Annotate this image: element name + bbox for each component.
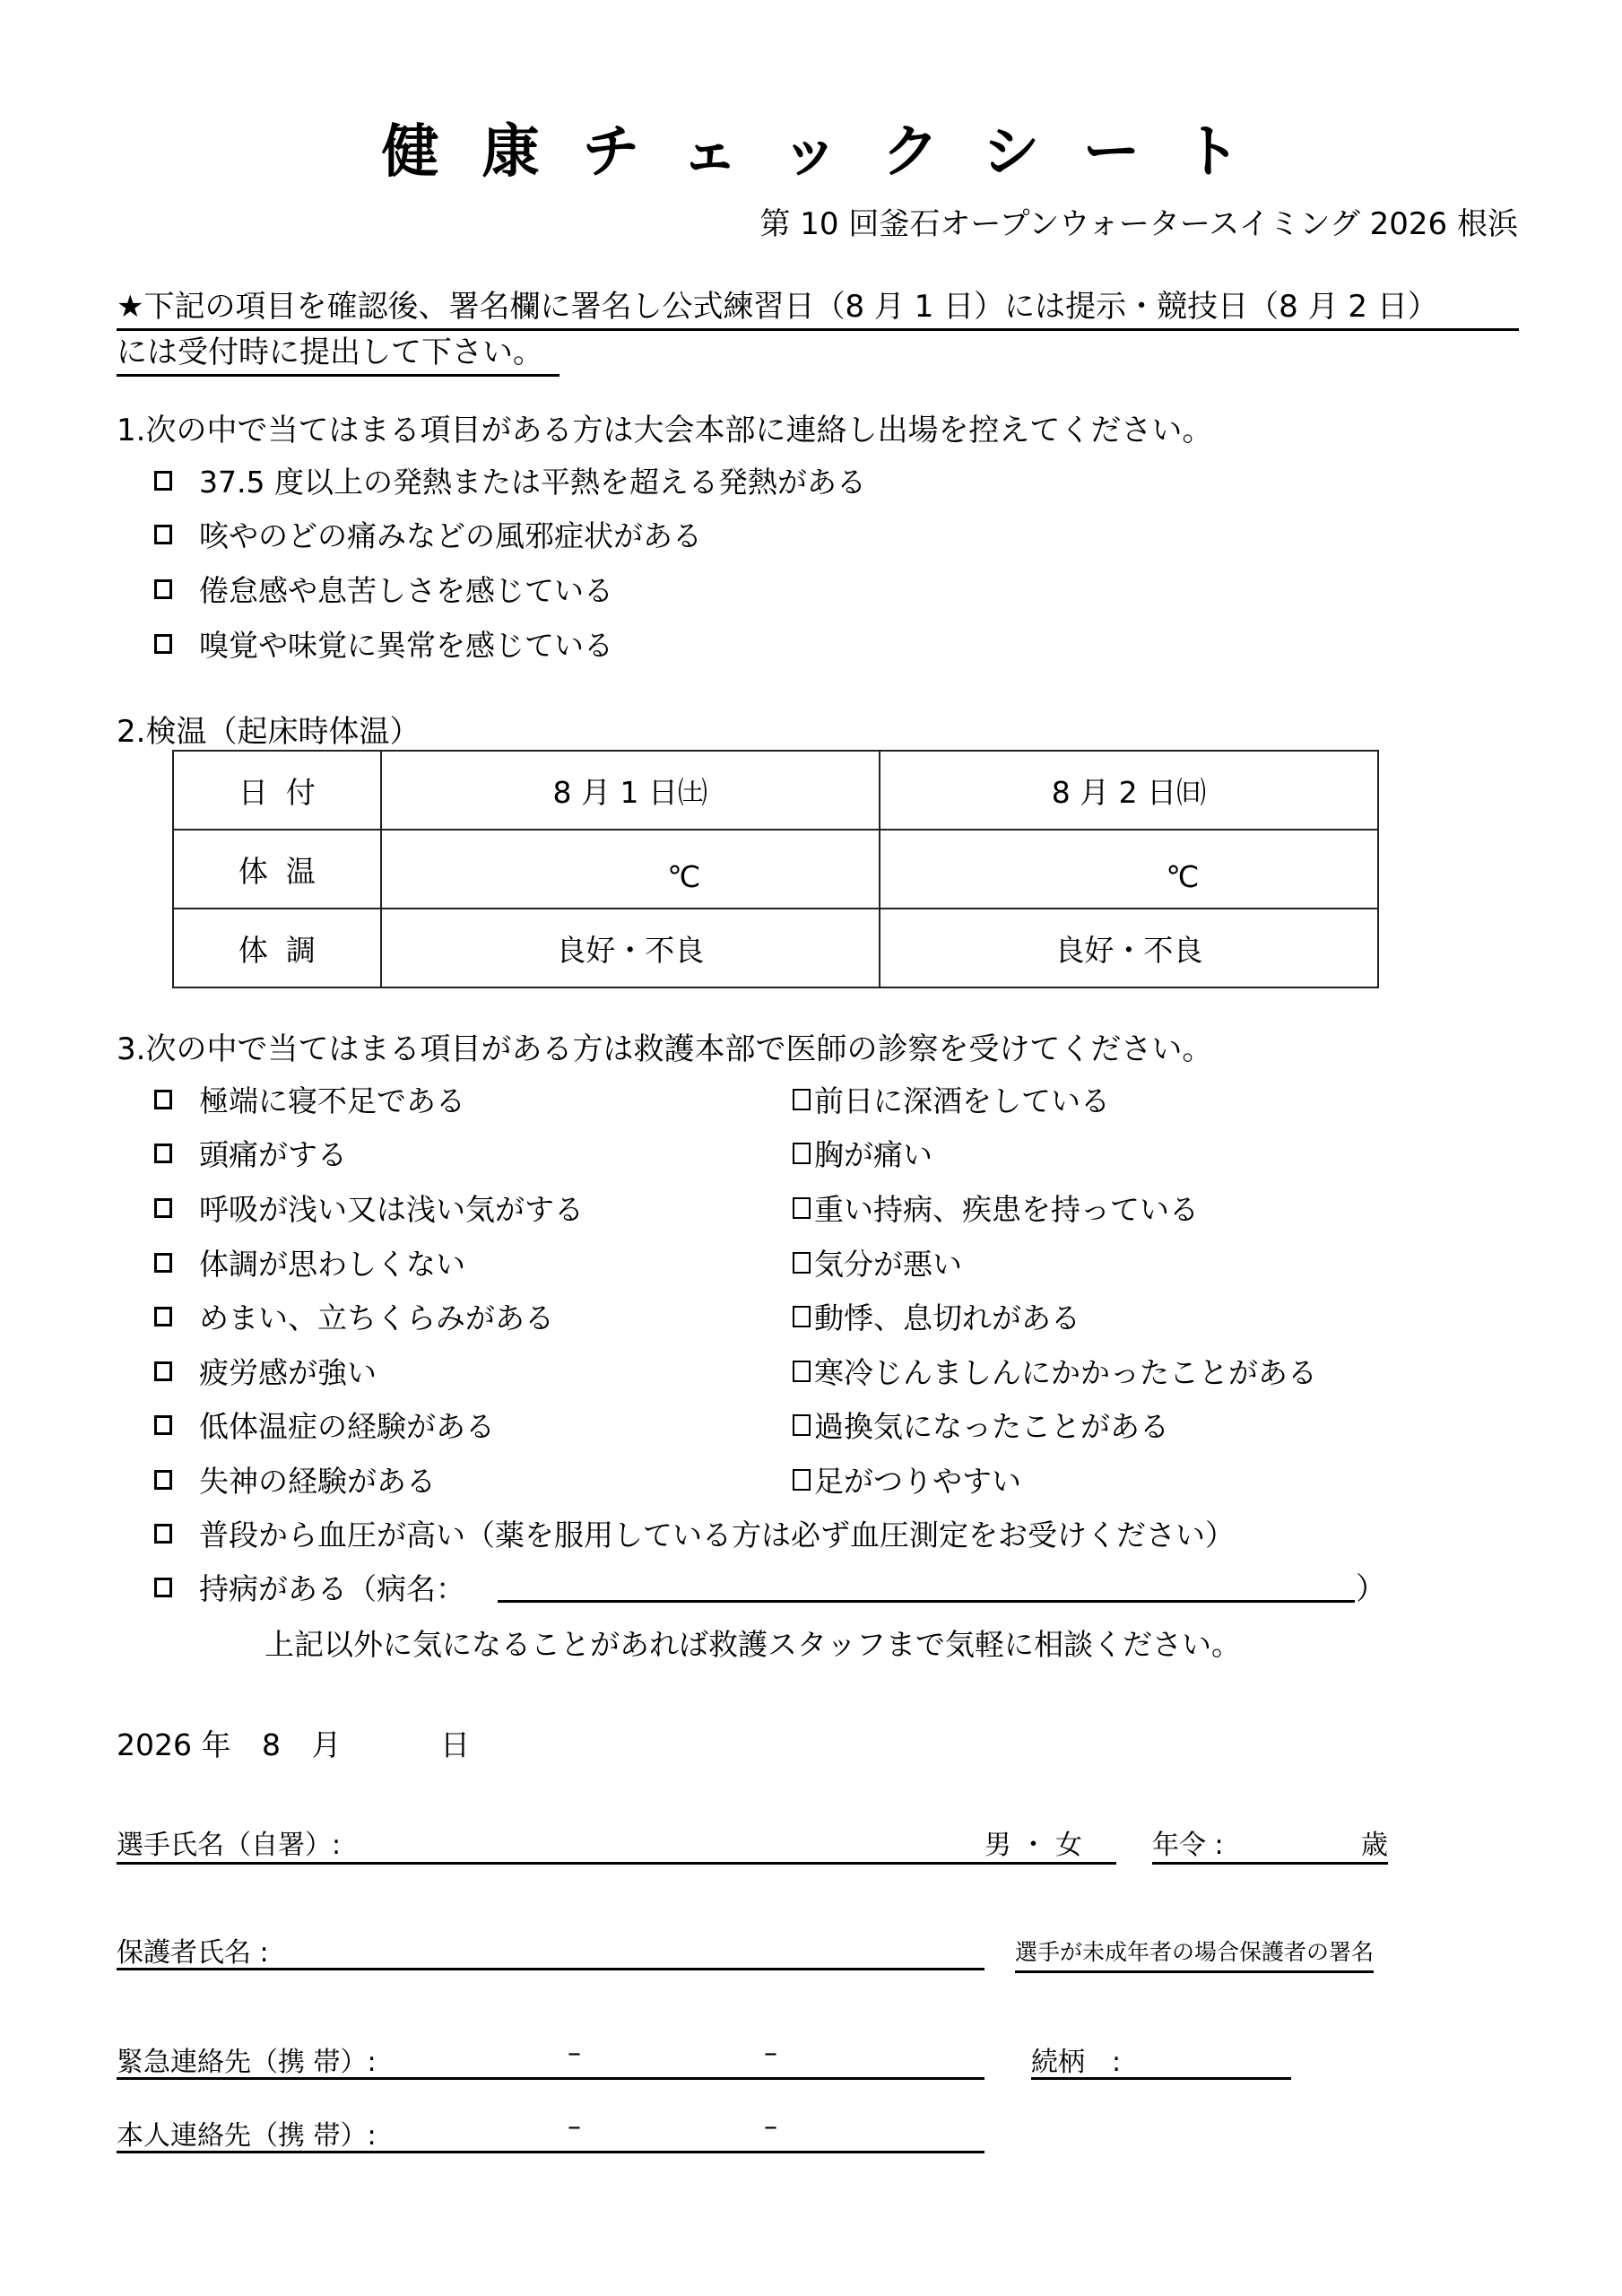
- section3-right-item[interactable]: 前日に深酒をしている: [793, 1078, 1110, 1120]
- section1-heading: 1.次の中で当てはまる項目がある方は大会本部に連絡し出場を控えてください。: [117, 413, 1213, 448]
- date-day2: 8 月 2 日㈰: [880, 751, 1378, 830]
- phone-separator: –: [568, 2038, 581, 2069]
- checkbox[interactable]: [793, 1306, 811, 1327]
- age-field[interactable]: [1152, 1822, 1388, 1865]
- section1-item[interactable]: 37.5 度以上の発熱または平熱を超える発熱がある: [154, 459, 866, 501]
- section1-item[interactable]: 倦怠感や息苦しさを感じている: [154, 568, 613, 610]
- age-unit: 歳: [1361, 1830, 1388, 1861]
- checkbox[interactable]: [154, 1090, 172, 1109]
- checkbox[interactable]: [793, 1361, 811, 1382]
- checkbox[interactable]: [154, 579, 172, 599]
- section3-left-item[interactable]: 疲労感が強い: [154, 1350, 377, 1392]
- phone-separator: –: [764, 2038, 777, 2069]
- checkbox[interactable]: [793, 1089, 811, 1110]
- checkbox[interactable]: [154, 1524, 172, 1544]
- disease-name-field[interactable]: [498, 1600, 1355, 1603]
- emergency-contact-field[interactable]: [117, 2039, 984, 2080]
- section3-right-item[interactable]: 足がつりやすい: [793, 1458, 1021, 1500]
- section3-item-chronic-disease[interactable]: 持病がある（病名：: [154, 1566, 465, 1608]
- checkbox[interactable]: [793, 1414, 811, 1436]
- notice-line-1: ★下記の項目を確認後、署名欄に署名し公式練習日（8 月 1 日）には提示・競技日（8 月 2 日）: [117, 285, 1519, 331]
- self-contact-label: 本人連絡先（携 帯）:: [117, 2120, 377, 2152]
- checkbox[interactable]: [154, 1307, 172, 1326]
- section3-right-item[interactable]: 気分が悪い: [793, 1241, 962, 1283]
- footer-note: 上記以外に気になることがあれば救護スタッフまで気軽に相談ください。: [265, 1627, 1241, 1662]
- guardian-name-label: 保護者氏名 :: [117, 1937, 269, 1969]
- month-value[interactable]: 8: [261, 1727, 281, 1762]
- self-contact-field[interactable]: [117, 2113, 984, 2153]
- guardian-note: 選手が未成年者の場合保護者の署名: [1015, 1935, 1374, 1973]
- row-label-temperature: 体温: [173, 830, 381, 909]
- checkbox[interactable]: [154, 471, 172, 491]
- phone-separator: –: [568, 2111, 581, 2143]
- relationship-field[interactable]: [1031, 2039, 1291, 2080]
- disease-close-paren: ）: [1356, 1571, 1386, 1607]
- temperature-table: [172, 750, 1379, 988]
- section3-left-item[interactable]: 体調が思わしくない: [154, 1241, 465, 1283]
- athlete-name-field[interactable]: [117, 1822, 1116, 1865]
- section3-left-item[interactable]: 頭痛がする: [154, 1132, 347, 1174]
- section3-heading: 3.次の中で当てはまる項目がある方は救護本部で医師の診察を受けてください。: [117, 1031, 1213, 1067]
- emergency-contact-label: 緊急連絡先（携 帯）:: [117, 2047, 377, 2078]
- checkbox[interactable]: [154, 1415, 172, 1435]
- temperature-day2-field[interactable]: [880, 830, 1378, 909]
- section1-item[interactable]: 嗅覚や味覚に異常を感じている: [154, 622, 613, 665]
- checkbox[interactable]: [154, 634, 172, 654]
- relationship-label: 続柄 :: [1031, 2047, 1122, 2078]
- section2-heading: 2.検温（起床時体温）: [117, 714, 421, 750]
- section1-item[interactable]: 咳やのどの痛みなどの風邪症状がある: [154, 513, 702, 555]
- table-row-date: [173, 751, 1378, 830]
- section3-left-item[interactable]: 失神の経験がある: [154, 1458, 436, 1500]
- table-row-temperature: [173, 830, 1378, 909]
- checkbox[interactable]: [793, 1252, 811, 1274]
- notice-line-2: には受付時に提出して下さい。: [117, 331, 559, 377]
- checkbox[interactable]: [793, 1143, 811, 1164]
- year: 2026 年: [117, 1727, 231, 1762]
- section3-item-blood-pressure[interactable]: 普段から血圧が高い（薬を服用している方は必ず血圧測定をお受けください）: [154, 1512, 1235, 1554]
- checkbox[interactable]: [154, 1198, 172, 1218]
- row-label-date: 日付: [173, 751, 381, 830]
- guardian-name-field[interactable]: [117, 1930, 984, 1970]
- section3-left-item[interactable]: めまい、立ちくらみがある: [154, 1295, 554, 1337]
- instruction-notice: [117, 285, 1519, 377]
- celsius-unit: ℃: [1166, 858, 1200, 894]
- day-label: 日: [439, 1727, 470, 1762]
- age-label: 年令 :: [1152, 1830, 1224, 1861]
- section3-right-item[interactable]: 重い持病、疾患を持っている: [793, 1187, 1199, 1229]
- event-subtitle: 第 10 回釜石オープンウォータースイミング 2026 根浜: [759, 206, 1518, 242]
- checkbox[interactable]: [154, 1578, 172, 1597]
- section3-right-item[interactable]: 過換気になったことがある: [793, 1404, 1169, 1446]
- checkbox[interactable]: [793, 1197, 811, 1219]
- condition-day2-choice[interactable]: 良好・不良: [880, 909, 1378, 987]
- date-day1: 8 月 1 日㈯: [381, 751, 880, 830]
- condition-day1-choice[interactable]: 良好・不良: [381, 909, 880, 987]
- checkbox[interactable]: [154, 1470, 172, 1490]
- section3-right-item[interactable]: 胸が痛い: [793, 1132, 932, 1174]
- page-title: 健康チェックシート: [381, 119, 1284, 186]
- month-label: 月: [311, 1727, 342, 1762]
- celsius-unit: ℃: [667, 858, 701, 894]
- row-label-condition: 体調: [173, 909, 381, 987]
- checkbox[interactable]: [154, 1361, 172, 1381]
- gender-choice[interactable]: 男 ・ 女: [984, 1830, 1082, 1861]
- athlete-name-label: 選手氏名（自署）:: [117, 1830, 342, 1861]
- checkbox[interactable]: [154, 525, 172, 544]
- table-row-condition: [173, 909, 1378, 987]
- phone-separator: –: [764, 2111, 777, 2143]
- section3-left-item[interactable]: 低体温症の経験がある: [154, 1404, 495, 1446]
- section3-left-item[interactable]: 呼吸が浅い又は浅い気がする: [154, 1187, 584, 1229]
- section3-left-item[interactable]: 極端に寝不足である: [154, 1078, 465, 1120]
- temperature-day1-field[interactable]: [381, 830, 880, 909]
- section3-right-item[interactable]: 寒冷じんましんにかかったことがある: [793, 1350, 1317, 1392]
- checkbox[interactable]: [793, 1469, 811, 1491]
- checkbox[interactable]: [154, 1253, 172, 1273]
- checkbox[interactable]: [154, 1144, 172, 1163]
- date-line: [117, 1722, 470, 1764]
- section3-right-item[interactable]: 動悸、息切れがある: [793, 1295, 1080, 1337]
